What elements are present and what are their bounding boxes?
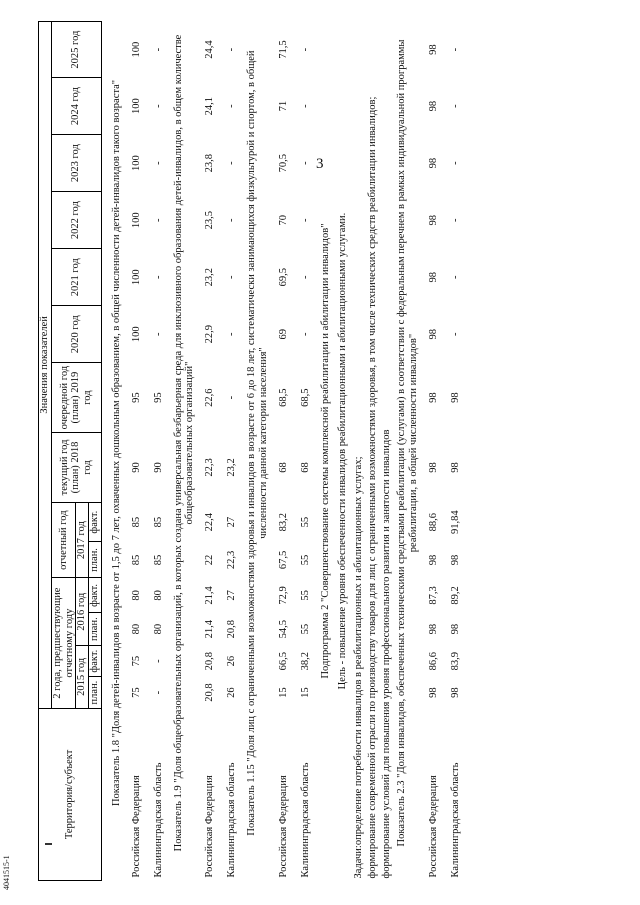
- tasks-line-2: формирование современной отрасли по производству товаров для лиц с ограниченными возможностями здоровья, в том числе технических средств реабилитации инвалидов;: [366, 96, 378, 879]
- values-header: Значения показателей: [39, 22, 52, 709]
- cell: 98: [427, 392, 439, 403]
- cell: 68: [277, 462, 289, 473]
- cell: -: [152, 218, 164, 222]
- cell: -: [299, 275, 311, 279]
- cell: -: [226, 161, 238, 165]
- fact-2015: факт.: [89, 645, 102, 676]
- cell: 23,2: [204, 268, 216, 287]
- goal-text: Цель - повышение уровня обеспеченности инвалидов реабилитационными и абилитационными услугами.: [337, 212, 349, 690]
- indicator-2-3-title: Показатель 2.3 "Доля инвалидов, обеспеченных техническими средствами реабилитации (услугами) в соответствии с федеральным перечнем в рамках индивидуальной программы реабилитации, в общей численности инвалидов": [396, 39, 419, 847]
- cell: 27: [226, 516, 238, 528]
- cell: -: [226, 275, 238, 279]
- cell: 98: [427, 214, 439, 226]
- cell: 24,1: [204, 96, 216, 116]
- row-name: Калининградская область: [226, 762, 238, 878]
- cell: 20,8: [204, 683, 216, 702]
- year-2017-header: 2017 год: [76, 502, 89, 578]
- cell: 15: [277, 687, 289, 698]
- cell: 98: [449, 554, 461, 566]
- year-2025-header: 2025 год: [51, 22, 101, 78]
- subprogram-title: Подпрограмма 2 "Совершенствование системы комплексной реабилитации и абилитации инвалидов": [319, 223, 331, 679]
- cell: 100: [130, 98, 142, 115]
- cell: 95: [152, 392, 164, 403]
- cell: 100: [130, 155, 142, 172]
- cell: -: [152, 104, 164, 108]
- indicator-1-8-title: Показатель 1.8 "Доля детей-инвалидов в возрасте от 1,5 до 7 лет, охваченных дошкольным образованием, в общей численности детей-инвалидов такого возраста": [110, 79, 122, 807]
- row-name: Российская Федерация: [427, 775, 439, 878]
- table-row: [126, 22, 148, 881]
- cell: 83,2: [277, 512, 289, 532]
- cell: 69: [277, 328, 289, 340]
- cell: 88,6: [427, 512, 439, 532]
- cell: 98: [427, 100, 439, 112]
- year-2021-header: 2021 год: [51, 249, 101, 306]
- cell: 98: [427, 44, 439, 55]
- year-2020-header: 2020 год: [51, 306, 101, 363]
- row-name: Российская Федерация: [277, 775, 289, 878]
- cell: 21,4: [204, 619, 216, 639]
- year-2023-header: 2023 год: [51, 135, 101, 192]
- cell: 68,5: [299, 388, 311, 407]
- cell: 85: [130, 554, 142, 566]
- cell: 98: [449, 392, 461, 403]
- cell: -: [152, 332, 164, 336]
- cell: -: [449, 218, 461, 222]
- fact-2017: факт.: [89, 502, 102, 542]
- cell: -: [226, 332, 238, 336]
- cell: 80: [152, 590, 164, 601]
- row-name: Российская Федерация: [130, 775, 142, 878]
- two-years-header: 2 года, предшествующие отчетному году: [51, 578, 76, 708]
- cell: 87,3: [427, 586, 439, 605]
- cell: 69,5: [277, 268, 289, 287]
- cell: 75: [130, 655, 142, 667]
- cell: 86,6: [427, 651, 439, 671]
- year-2015-header: 2015 год: [76, 645, 89, 708]
- cell: 22,3: [226, 550, 238, 570]
- table-row: [423, 22, 445, 881]
- cell: 24,4: [204, 40, 216, 59]
- cell: 68,5: [277, 388, 289, 407]
- cell: 80: [152, 623, 164, 635]
- report-year-header: отчетный год: [51, 502, 76, 578]
- cell: 26: [226, 687, 238, 698]
- cell: -: [152, 161, 164, 165]
- cell: -: [226, 47, 238, 52]
- cell: 98: [427, 462, 439, 473]
- plan-2015: план.: [89, 677, 102, 708]
- cell: -: [449, 161, 461, 165]
- cell: 98: [449, 462, 461, 473]
- cell: 67,5: [277, 550, 289, 570]
- cell: 55: [299, 554, 311, 566]
- table-row: [295, 22, 317, 881]
- cell: 55: [299, 623, 311, 635]
- cell: 66,5: [277, 651, 289, 671]
- fact-2016: факт.: [89, 578, 102, 613]
- cell: -: [299, 161, 311, 165]
- cell: 22: [204, 554, 216, 566]
- row-name: Калининградская область: [152, 762, 164, 878]
- year-2024-header: 2024 год: [51, 78, 101, 135]
- cell: 72,9: [277, 586, 289, 605]
- cell: 98: [427, 271, 439, 283]
- table-row: [148, 22, 170, 881]
- cell: 75: [130, 687, 142, 698]
- cell: 91,84: [449, 510, 461, 534]
- row-name: Калининградская область: [449, 762, 461, 878]
- table-row: [273, 22, 295, 881]
- cell: -: [449, 104, 461, 108]
- cell: 98: [449, 687, 461, 698]
- cell: 55: [299, 590, 311, 601]
- cell: -: [226, 218, 238, 222]
- cell: 70,5: [277, 153, 289, 173]
- plan-2017: план.: [89, 542, 102, 578]
- cell: 68: [299, 462, 311, 473]
- cell: 26: [226, 655, 238, 667]
- cell: 71,5: [277, 40, 289, 59]
- cell: 21,4: [204, 586, 216, 605]
- table-row: [221, 22, 243, 881]
- cell: 20,8: [204, 651, 216, 671]
- cell: 22,9: [204, 325, 216, 344]
- cell: 80: [130, 623, 142, 635]
- cell: 98: [449, 623, 461, 635]
- cell: 54,5: [277, 619, 289, 639]
- year-2022-header: 2022 год: [51, 192, 101, 249]
- table-row: [199, 22, 221, 881]
- header-row-1: [39, 22, 52, 881]
- cell: 70: [277, 214, 289, 226]
- cell: 95: [130, 392, 142, 403]
- row-name: Российская Федерация: [204, 775, 216, 878]
- year-2016-header: 2016 год: [76, 578, 89, 645]
- cell: 80: [130, 590, 142, 601]
- indicator-1-9-title: Показатель 1.9 "Доля общеобразовательных организаций, в которых создана универсальная безбарьерная среда для инклюзивного образования детей-инвалидов, в общем количестве общеобразовательных организаций": [172, 34, 196, 852]
- cell: -: [152, 47, 164, 52]
- cell: 22,4: [204, 512, 216, 532]
- cell: 83,9: [449, 651, 461, 671]
- cell: -: [152, 275, 164, 279]
- cell: 85: [152, 554, 164, 566]
- tasks-line-3: формирование условий для повышения уровня профессионального развития и занятости инвалидов: [380, 429, 392, 879]
- cell: 15: [299, 687, 311, 698]
- cell: 22,3: [204, 458, 216, 477]
- cell: 89,2: [449, 586, 461, 605]
- cell: 20,8: [226, 619, 238, 639]
- cell: -: [152, 659, 164, 663]
- cell: 100: [130, 326, 142, 343]
- cell: 98: [427, 157, 439, 169]
- cell: 23,2: [226, 458, 238, 477]
- cell: -: [226, 395, 238, 400]
- cell: 100: [130, 269, 142, 286]
- tasks-line-1: Задачи:определение потребности инвалидов в реабилитационных и абилитационных услугах;: [353, 456, 364, 879]
- plan-2016: план.: [89, 613, 102, 646]
- cell: 100: [130, 212, 142, 229]
- next-year-header: очередной год (план) 2019 год: [51, 363, 101, 433]
- cell: 85: [130, 516, 142, 528]
- cell: 27: [226, 590, 238, 601]
- cell: 90: [130, 462, 142, 473]
- cell: -: [299, 218, 311, 222]
- page-number: 3: [316, 156, 324, 172]
- cell: 55: [299, 516, 311, 528]
- cell: -: [299, 47, 311, 52]
- cell: 85: [152, 516, 164, 528]
- cell: -: [152, 690, 164, 695]
- cell: 23,8: [204, 153, 216, 173]
- cell: -: [449, 47, 461, 52]
- cell: -: [299, 104, 311, 108]
- indicator-1-15-title: Показатель 1.15 "Доля лиц с ограниченными возможностями здоровья и инвалидов в возрасте от 6 до 18 лет, систематически занимающихся физкультурой и спортом, в общей численности данной категории населения": [246, 50, 269, 836]
- cell: 98: [427, 554, 439, 566]
- cell: 38,2: [299, 651, 311, 671]
- cell: -: [449, 332, 461, 336]
- cell: 90: [152, 462, 164, 473]
- cell: -: [226, 104, 238, 108]
- cell: -: [299, 332, 311, 336]
- cell: 23,5: [204, 211, 216, 230]
- indicators-table: [38, 21, 467, 881]
- cell: -: [449, 275, 461, 279]
- rotated-table-page: [38, 21, 623, 881]
- cell: 98: [427, 623, 439, 635]
- territory-header: Территория/субъект: [39, 708, 102, 880]
- row-name: Калининградская область: [299, 762, 311, 878]
- cell: 22,6: [204, 388, 216, 407]
- cell: 71: [277, 100, 289, 112]
- current-year-header: текущий год (план) 2018 год: [51, 433, 101, 503]
- cell: 100: [130, 41, 142, 58]
- cell: 98: [427, 328, 439, 340]
- cell: 98: [427, 687, 439, 698]
- table-row: [445, 22, 467, 881]
- footer-code: 4041515-1: [2, 855, 11, 890]
